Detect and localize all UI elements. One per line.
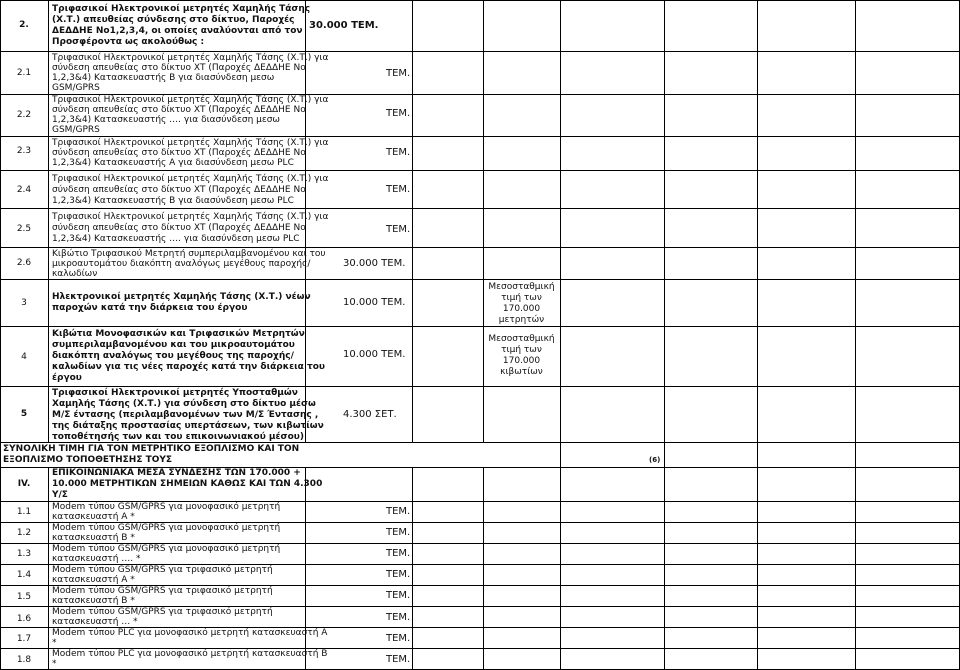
row-description-line: Κιβώτιο Τριφασικού Μετρητή συμπεριλαμβανομένου και του: [52, 249, 326, 259]
row-description-line: σύνδεση απευθείας στο δίκτυο ΧΤ (Παροχές ΔΕΔΔΗΕ Νο: [52, 148, 306, 158]
row-description-line: Ηλεκτρονικοί μετρητές Χαμηλής Τάσης (Χ.Τ.) νέων: [52, 292, 311, 302]
row-quantity: ΤΕΜ.: [386, 527, 411, 538]
row-description-line: τοποθέτησής των και του επικοινωνιακού μέσου): [52, 432, 304, 442]
row-description-line: GSM/GPRS: [52, 83, 100, 93]
row-quantity: ΤΕΜ.: [386, 224, 411, 235]
row-description-line: Τριφασικοί Ηλεκτρονικοί μετρητές Χαμηλής Τάσης (Χ.Τ.) για: [52, 53, 329, 63]
row-quantity: ΤΕΜ.: [386, 612, 411, 623]
row-description-line: σύνδεση απευθείας στο δίκτυο ΧΤ (Παροχές ΔΕΔΔΗΕ Νο: [52, 223, 306, 233]
row-description-line: Modem τύπου GSM/GPRS για μονοφασικό μετρητή: [52, 502, 281, 512]
section-number: IV.: [17, 479, 31, 489]
row-number: 2.2: [16, 110, 32, 120]
row-number: 5: [20, 409, 28, 419]
row-number: 1.4: [16, 570, 32, 580]
row-quantity: 30.000 ΤΕΜ.: [343, 258, 406, 269]
row-quantity: ΤΕΜ.: [386, 569, 411, 580]
row-description-line: 1,2,3&4) Κατασκευαστής Β για διασύνδεση μεσω: [52, 73, 275, 83]
row-description-line: 1,2,3&4) Κατασκευαστής …. για διασύνδεση μεσω: [52, 115, 280, 125]
row-description-line: έργου: [52, 373, 82, 383]
row-description-line: συμπεριλαμβανομένου και του μικροαυτομάτου: [52, 340, 295, 350]
row-quantity: 10.000 ΤΕΜ.: [343, 349, 406, 360]
row-description-line: 1,2,3&4) Κατασκευαστής …. για διασύνδεση μεσω PLC: [52, 234, 300, 244]
section-title-line: 10.000 ΜΕΤΡΗΤΙΚΩΝ ΣΗΜΕΙΩΝ ΚΑΘΩΣ ΚΑΙ ΤΩΝ 4.300: [52, 479, 323, 489]
row-quantity: ΤΕΜ.: [386, 590, 411, 601]
row-description-line: διακόπτη αναλόγως του μεγέθους της παροχής/: [52, 351, 294, 361]
row-number: 1.7: [16, 634, 32, 644]
row-quantity: 30.000 ΤΕΜ.: [309, 20, 379, 31]
row-description-line: καλωδίων: [52, 269, 98, 279]
row-description-line: Τριφασικοί Ηλεκτρονικοί μετρητές Χαμηλής Τάσης (Χ.Τ.) για: [52, 138, 329, 148]
row-number: 2.5: [16, 224, 32, 234]
row-quantity: ΤΕΜ.: [386, 184, 411, 195]
weighted-price-note: Μεσοσταθμική: [488, 282, 555, 292]
weighted-price-note: 170.000: [502, 304, 541, 314]
row-description-line: Προσφέροντα ως ακολούθως :: [52, 37, 205, 47]
row-description-line: Modem τύπου GSM/GPRS για μονοφασικό μετρητή: [52, 544, 281, 554]
row-number: 2.: [19, 20, 29, 30]
row-description-line: καλωδίων για τις νέες παροχές κατά την διάρκεια του: [52, 362, 325, 372]
row-number: 2.1: [16, 68, 32, 78]
row-number: 1.1: [16, 507, 32, 517]
row-description-line: Modem τύπου GSM/GPRS για τριφασικό μετρητή: [52, 565, 273, 575]
row-quantity: ΤΕΜ.: [386, 548, 411, 559]
row-quantity: ΤΕΜ.: [386, 633, 411, 644]
weighted-price-note: κιβωτίων: [500, 367, 543, 377]
row-description-line: 1,2,3&4) Κατασκευαστής Β για διασύνδεση μεσω PLC: [52, 196, 294, 206]
row-description-line: Modem τύπου GSM/GPRS για τριφασικό μετρητή: [52, 607, 273, 617]
row-description-line: Τριφασικοί Ηλεκτρονικοί μετρητές Χαμηλής Τάσης (Χ.Τ.) για: [52, 174, 329, 184]
row-description-line: (Χ.Τ.) απευθείας σύνδεσης στο δίκτυο, Παροχές: [52, 15, 295, 25]
row-description-line: Χαμηλής Τάσης (Χ.Τ.) για σύνδεση στο δίκτυο μέσω: [52, 399, 316, 409]
row-number: 1.6: [16, 614, 32, 624]
weighted-price-note: μετρητών: [498, 315, 545, 325]
row-description-line: Κιβώτια Μονοφασικών και Τριφασικών Μετρητών: [52, 329, 305, 339]
row-number: 2.6: [16, 258, 32, 268]
row-quantity: ΤΕΜ.: [386, 654, 411, 665]
row-description-line: κατασκευαστή … *: [52, 617, 138, 627]
row-number: 4: [21, 352, 27, 362]
row-description-line: σύνδεση απευθείας στο δίκτυο ΧΤ (Παροχές ΔΕΔΔΗΕ Νο: [52, 185, 306, 195]
row-number: 1.8: [16, 655, 32, 665]
row-description-line: σύνδεση απευθείας στο δίκτυο ΧΤ (Παροχές ΔΕΔΔΗΕ Νο: [52, 105, 306, 115]
row-description-line: Modem τύπου PLC για μονοφασικό μετρητή κατασκευαστή Α: [52, 628, 328, 638]
row-quantity: ΤΕΜ.: [386, 147, 411, 158]
row-number: 1.2: [16, 528, 32, 538]
section-title-line: Υ/Σ: [52, 490, 68, 500]
row-description-line: GSM/GPRS: [52, 125, 100, 135]
weighted-price-note: τιμή των: [501, 345, 542, 355]
row-number: 3: [21, 298, 27, 308]
weighted-price-note: Μεσοσταθμική: [488, 334, 555, 344]
row-description-line: παροχών κατά την διάρκεια του έργου: [52, 303, 248, 313]
row-quantity: ΤΕΜ.: [386, 506, 411, 517]
total-label-line: ΕΞΟΠΛΙΣΜΟ ΤΟΠΟΘΕΤΗΣΗΣ ΤΟΥΣ: [3, 455, 173, 465]
footnote-mark: (6): [649, 456, 661, 464]
row-description-line: μικροαυτομάτου διακόπτη αναλόγως μεγέθους παροχής/: [52, 259, 311, 269]
row-description-line: κατασκευαστή Β *: [52, 533, 135, 543]
row-description-line: Modem τύπου GSM/GPRS για τριφασικό μετρητή: [52, 586, 273, 596]
row-description-line: Τριφασικοί Ηλεκτρονικοί μετρητές Χαμηλής Τάσης: [52, 4, 311, 14]
total-label-line: ΣΥΝΟΛΙΚΗ ΤΙΜΗ ΓΙΑ ΤΟΝ ΜΕΤΡΗΤΙΚΟ ΕΞΟΠΛΙΣΜΟ ΚΑΙ ΤΟΝ: [3, 444, 300, 454]
row-quantity: ΤΕΜ.: [386, 108, 411, 119]
row-description-line: ΔΕΔΔΗΕ Νο1,2,3,4, οι οποίες αναλύονται από τον: [52, 26, 303, 36]
row-description-line: *: [52, 659, 57, 669]
row-description-line: 1,2,3&4) Κατασκευαστής Α για διασύνδεση μεσω PLC: [52, 158, 294, 168]
row-description-line: σύνδεση απευθείας στο δίκτυο ΧΤ (Παροχές ΔΕΔΔΗΕ Νο: [52, 63, 306, 73]
row-number: 1.5: [16, 592, 32, 602]
row-description-line: Modem τύπου GSM/GPRS για μονοφασικό μετρητή: [52, 523, 281, 533]
row-number: 2.3: [16, 146, 32, 156]
weighted-price-note: 170.000: [502, 356, 541, 366]
row-description-line: *: [52, 638, 57, 648]
row-description-line: κατασκευαστή Β *: [52, 596, 135, 606]
row-description-line: κατασκευαστή Α *: [52, 575, 135, 585]
row-description-line: Τριφασικοί Ηλεκτρονικοί μετρητές Χαμηλής Τάσης (Χ.Τ.) για: [52, 212, 329, 222]
row-quantity: ΤΕΜ.: [386, 68, 411, 79]
row-description-line: κατασκευαστή Α *: [52, 512, 135, 522]
row-description-line: Τριφασικοί Ηλεκτρονικοί μετρητές Χαμηλής Τάσης (Χ.Τ.) για: [52, 95, 329, 105]
row-description-line: Modem τύπου PLC για μονοφασικό μετρητή κατασκευαστή Β: [52, 649, 328, 659]
row-number: 1.3: [16, 549, 32, 559]
row-description-line: της διάταξης προστασίας υπερτάσεων, των κιβωτίων: [52, 421, 324, 431]
weighted-price-note: τιμή των: [501, 293, 542, 303]
row-description-line: Μ/Σ έντασης (περιλαμβανομένων των Μ/Σ Έντασης ,: [52, 410, 319, 420]
row-number: 2.4: [16, 185, 32, 195]
row-description-line: Τριφασικοί Ηλεκτρονικοί μετρητές Υποσταθμών: [52, 388, 298, 398]
row-description-line: κατασκευαστή …. *: [52, 554, 141, 564]
row-quantity: 4.300 ΣΕΤ.: [343, 409, 397, 420]
section-title-line: ΕΠΙΚΟΙΝΩΝΙΑΚΑ ΜΕΣΑ ΣΥΝΔΕΣΗΣ ΤΩΝ 170.000 +: [52, 468, 301, 478]
row-quantity: 10.000 ΤΕΜ.: [343, 297, 406, 308]
